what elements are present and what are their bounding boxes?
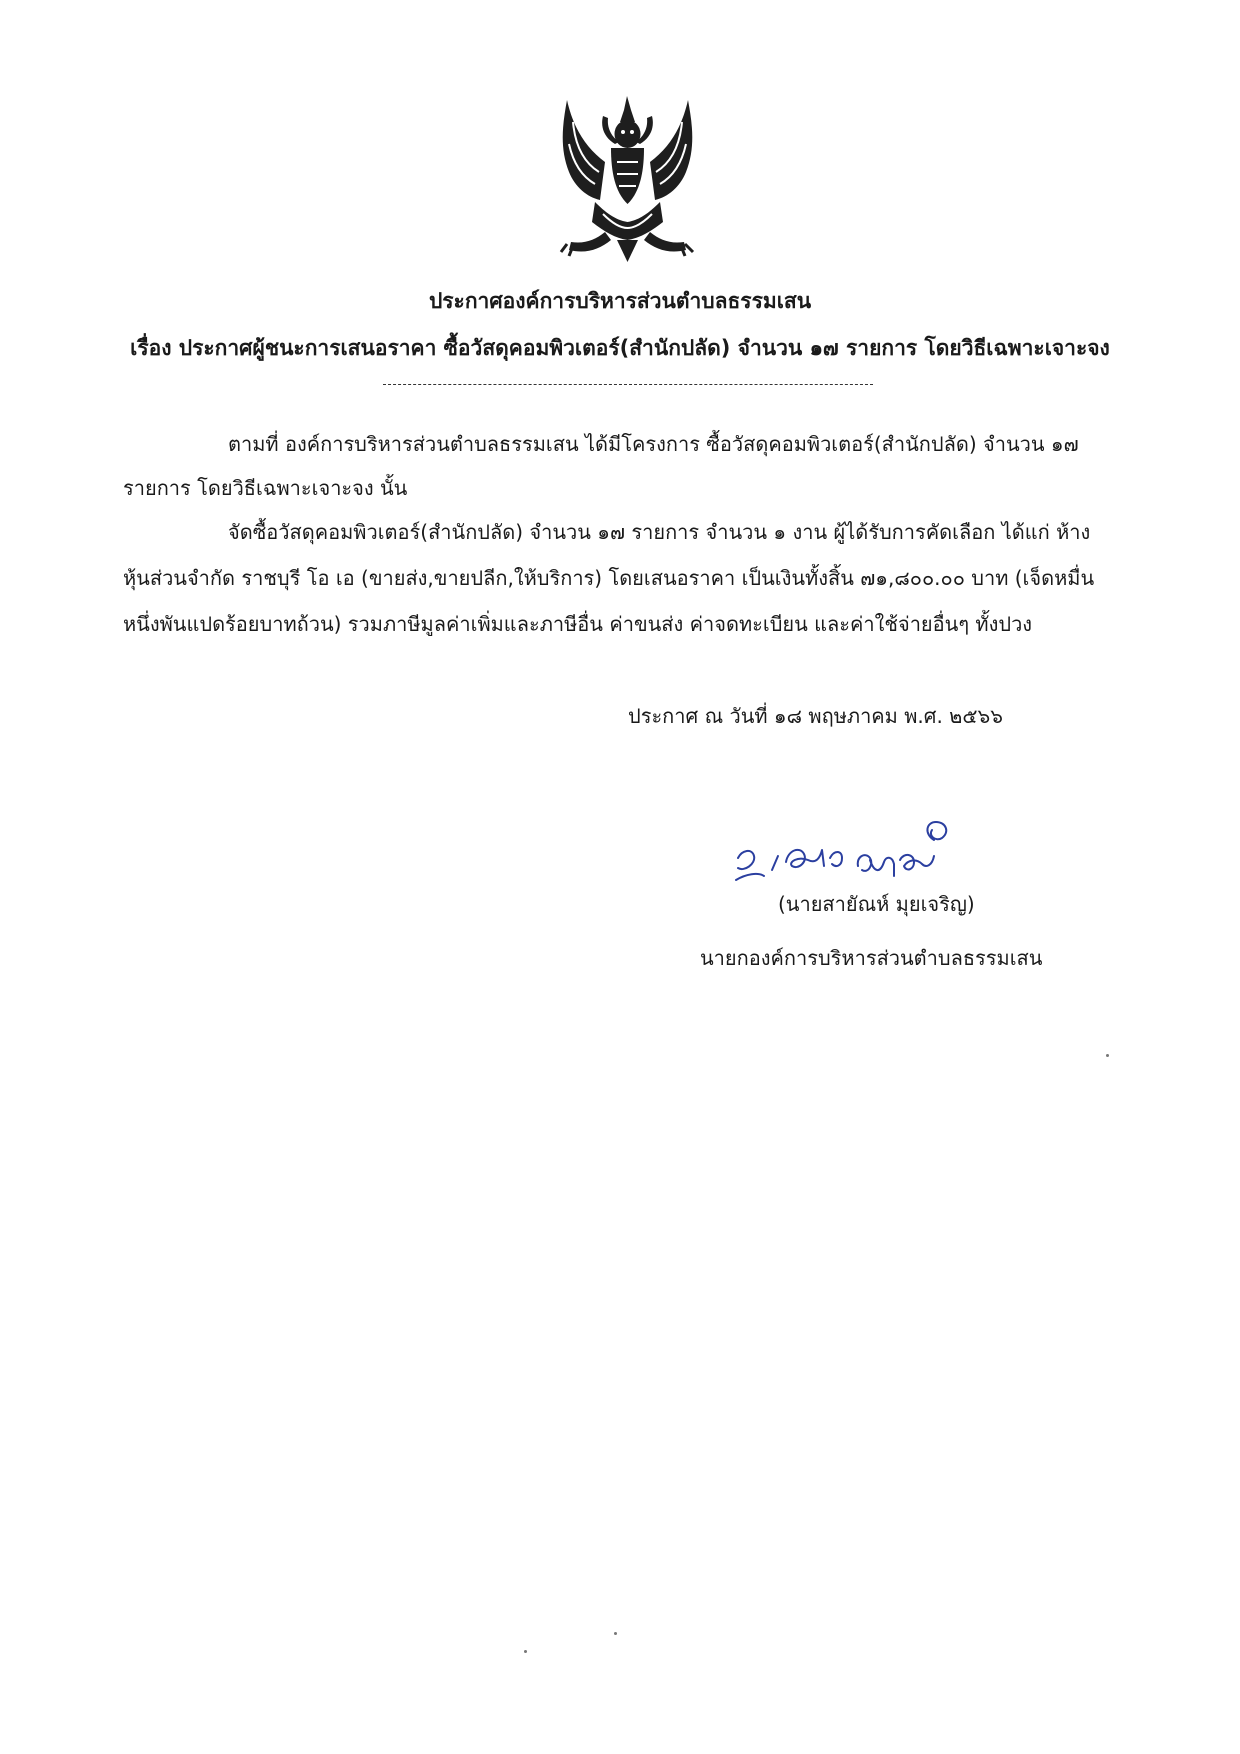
announcement-subject: เรื่อง ประกาศผู้ชนะการเสนอราคา ซื้อวัสดุคอมพิวเตอร์(สำนักปลัด) จำนวน ๑๗ รายการ โดยวิธีเฉพาะเจาะจง [130,336,1110,360]
signer-position: นายกองค์การบริหารส่วนตำบลธรรมเสน [700,946,1043,970]
paragraph-2-line-3: หนึ่งพันแปดร้อยบาทถ้วน) รวมภาษีมูลค่าเพิ่มและภาษีอื่น ค่าขนส่ง ค่าจดทะเบียน และค่าใช้จ่ายอื่นๆ ทั้งปวง [123,612,1033,636]
scan-speck [1106,1054,1109,1057]
scan-speck [614,1632,617,1635]
paragraph-2-line-1: จัดซื้อวัสดุคอมพิวเตอร์(สำนักปลัด) จำนวน ๑๗ รายการ จำนวน ๑ งาน ผู้ได้รับการคัดเลือก ได้แก่ ห้าง [228,520,1091,544]
paragraph-1-line-1: ตามที่ องค์การบริหารส่วนตำบลธรรมเสน ได้มีโครงการ ซื้อวัสดุคอมพิวเตอร์(สำนักปลัด) จำนวน ๑๗ [228,432,1079,456]
divider [383,384,873,385]
scan-speck [524,1650,527,1653]
paragraph-1-line-2: รายการ โดยวิธีเฉพาะเจาะจง นั้น [123,476,408,500]
announcement-title: ประกาศองค์การบริหารส่วนตำบลธรรมเสน [428,289,812,313]
handwritten-signature [728,800,988,890]
paragraph-2-line-2: หุ้นส่วนจำกัด ราชบุรี โอ เอ (ขายส่ง,ขายปลีก,ให้บริการ) โดยเสนอราคา เป็นเงินทั้งสิ้น ๗๑,๘๐๐.๐๐ บาท (เจ็ดหมื่น [123,566,1095,590]
garuda-emblem-icon [545,92,710,264]
signer-name: (นายสายัณห์ มุยเจริญ) [778,892,975,916]
announcement-date: ประกาศ ณ วันที่ ๑๘ พฤษภาคม พ.ศ. ๒๕๖๖ [628,704,1003,728]
